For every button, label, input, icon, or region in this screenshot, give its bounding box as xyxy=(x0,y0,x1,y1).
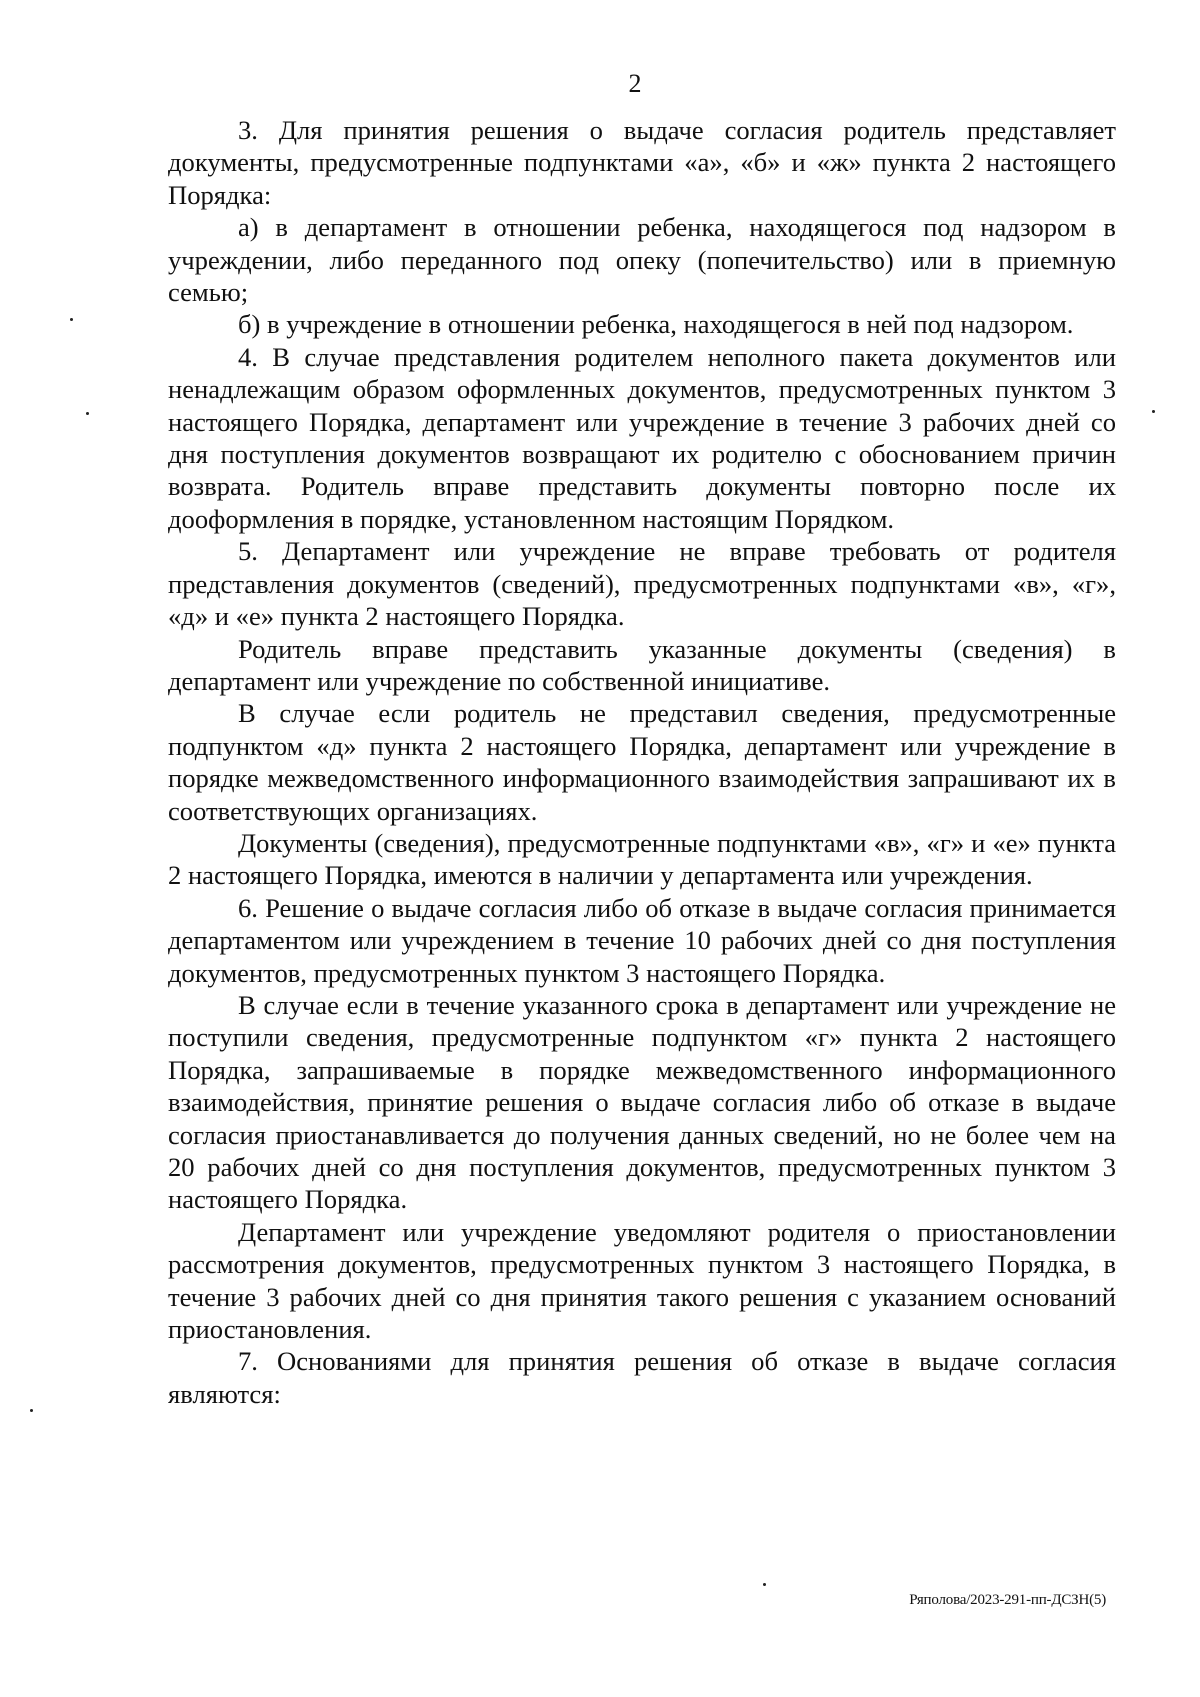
page-number: 2 xyxy=(628,69,642,98)
paragraph-3: 3. Для принятия решения о выдаче согласия родитель представляет документы, предусмотренные подпунктами «а», «б» и «ж» пункта 2 настоящего Порядка: xyxy=(168,115,1116,210)
paragraph-6-2: В случае если в течение указанного срока в департамент или учреждение не поступили сведения, предусмотренные подпунктом «г» пункта 2 настоящего Порядка, запрашиваемые в порядке межведомственного информационного взаимодействия, принятие решения о выдаче согласия либо об отказе в выдаче согласия приостанавливается до получения данных сведений, но не более чем на 20 рабочих дней со дня поступления документов, предусмотренных пунктом 3 настоящего Порядка. xyxy=(168,989,1116,1215)
scan-speck xyxy=(70,318,73,321)
scan-speck xyxy=(30,1409,33,1412)
paragraph-5: 5. Департамент или учреждение не вправе требовать от родителя представления документов (сведений), предусмотренных подпунктами «в», «г», «д» и «е» пункта 2 настоящего Порядка. xyxy=(168,536,1116,632)
paragraph-5-3: В случае если родитель не представил сведения, предусмотренные подпунктом «д» пункта 2 настоящего Порядка, департамент или учреждение в порядке межведомственного информационного взаимодействия запрашивают их в соответствующих организациях. xyxy=(168,698,1116,826)
paragraph-5-4: Документы (сведения), предусмотренные подпунктами «в», «г» и «е» пункта 2 настоящего Порядка, имеются в наличии у департамента или учреждения. xyxy=(168,827,1116,891)
paragraph-7: 7. Основаниями для принятия решения об отказе в выдаче согласия являются: xyxy=(168,1346,1116,1409)
paragraph-3a: а) в департамент в отношении ребенка, находящегося под надзором в учреждении, либо переданного под опеку (попечительство) или в приемную семью; xyxy=(168,212,1116,308)
paragraph-5-2: Родитель вправе представить указанные документы (сведения) в департамент или учреждение по собственной инициативе. xyxy=(168,633,1116,696)
scan-speck xyxy=(1152,410,1155,413)
paragraph-3b: б) в учреждение в отношении ребенка, находящегося в ней под надзором. xyxy=(238,309,1074,340)
scan-speck xyxy=(763,1583,766,1586)
scan-speck xyxy=(86,412,89,415)
document-body xyxy=(168,114,1116,1410)
document-reference: Ряполова/2023-291-пп-ДСЗН(5) xyxy=(909,1592,1106,1608)
paragraph-6-3: Департамент или учреждение уведомляют родителя о приостановлении рассмотрения документов, предусмотренных пунктом 3 настоящего Порядка, в течение 3 рабочих дней со дня принятия такого решения с указанием оснований приостановления. xyxy=(168,1216,1116,1345)
paragraph-6: 6. Решение о выдаче согласия либо об отказе в выдаче согласия принимается департаментом или учреждением в течение 10 рабочих дней со дня поступления документов, предусмотренных пунктом 3 настоящего Порядка. xyxy=(168,892,1116,988)
paragraph-4: 4. В случае представления родителем неполного пакета документов или ненадлежащим образом оформленных документов, предусмотренных пунктом 3 настоящего Порядка, департамент или учреждение в течение 3 рабочих дней со дня поступления документов возвращают их родителю с обоснованием причин возврата. Родитель вправе представить документы повторно после их дооформления в порядке, установленном настоящим Порядком. xyxy=(168,341,1116,534)
